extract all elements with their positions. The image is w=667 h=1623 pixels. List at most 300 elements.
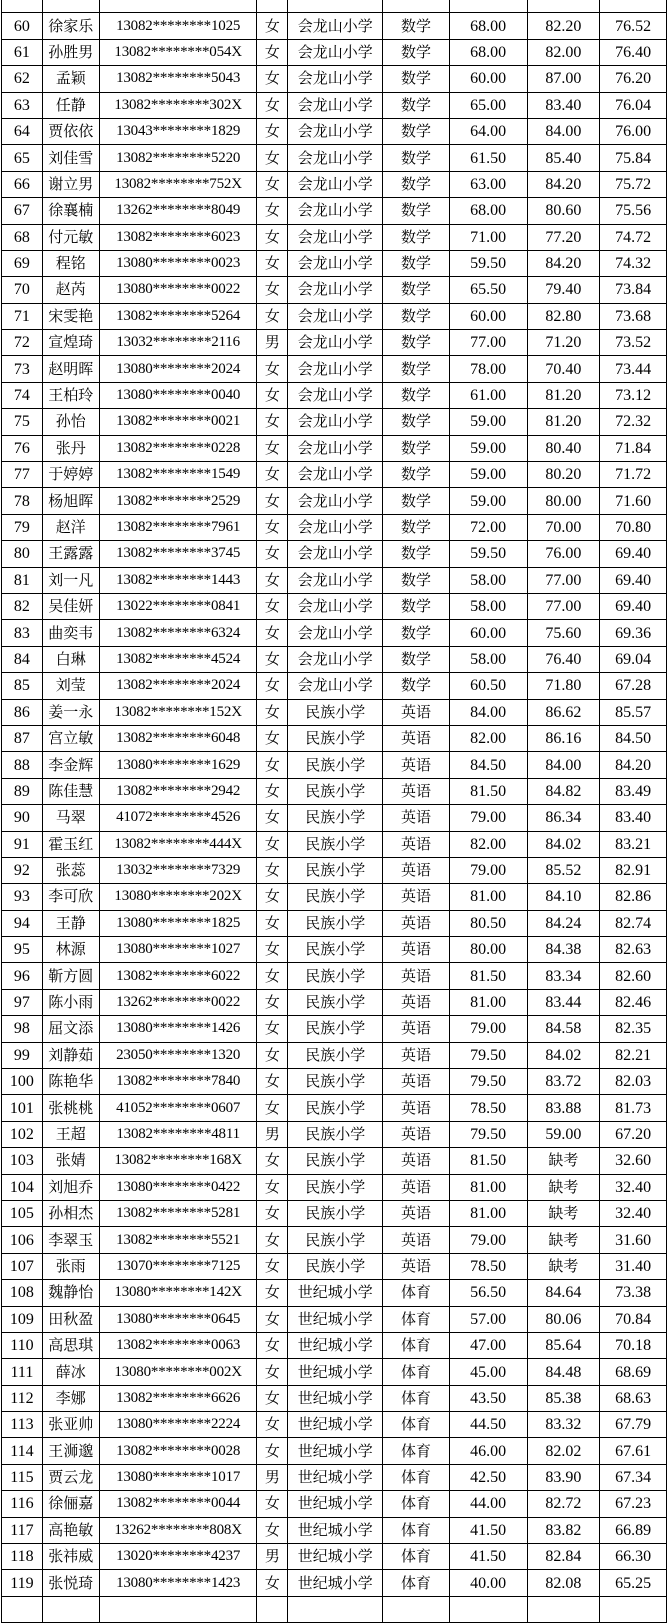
table-row: [2, 1280, 667, 1306]
cell-gender: 女: [257, 805, 288, 831]
cell-interview-score: 59.00: [527, 1121, 600, 1147]
cell-written-score: 59.00: [449, 409, 527, 435]
cell-total-score: 73.44: [600, 356, 667, 382]
cell-interview-score: 83.32: [527, 1412, 600, 1438]
cell-interview-score: 75.60: [527, 620, 600, 646]
cell-interview-score: 84.00: [527, 118, 600, 144]
cell-written-score: 81.50: [449, 778, 527, 804]
cell-written-score: 81.50: [449, 1148, 527, 1174]
cell-total-score: 67.20: [600, 1121, 667, 1147]
cell-id-number: 13082********6022: [99, 963, 257, 989]
cell-school: 民族小学: [288, 910, 383, 936]
cell-interview-score: 83.72: [527, 1069, 600, 1095]
cell-total-score: 82.91: [600, 857, 667, 883]
cell-id-number: 13082********752X: [99, 171, 257, 197]
table-row: [2, 0, 667, 13]
cell-name: 徐家乐: [42, 13, 99, 39]
table-row: [2, 1491, 667, 1517]
table-row: [2, 1359, 667, 1385]
cell-total-score: 68.63: [600, 1385, 667, 1411]
table-row: [2, 831, 667, 857]
cell-written-score: [449, 1596, 527, 1622]
cell-name: 杨旭晖: [42, 488, 99, 514]
cell-gender: 女: [257, 778, 288, 804]
cell-total-score: 84.20: [600, 752, 667, 778]
cell-subject: 英语: [383, 1069, 450, 1095]
cell-name: 张桃桃: [42, 1095, 99, 1121]
cell-total-score: 75.72: [600, 171, 667, 197]
cell-interview-score: 83.34: [527, 963, 600, 989]
cell-written-score: 68.00: [449, 39, 527, 65]
cell-subject: 数学: [383, 593, 450, 619]
cell-id-number: 13080********1629: [99, 752, 257, 778]
cell-seq-no: [2, 1596, 43, 1622]
cell-seq-no: 104: [2, 1174, 43, 1200]
cell-written-score: 78.50: [449, 1253, 527, 1279]
cell-gender: 女: [257, 1227, 288, 1253]
cell-seq-no: 96: [2, 963, 43, 989]
cell-seq-no: 93: [2, 884, 43, 910]
cell-gender: 女: [257, 277, 288, 303]
cell-interview-score: 76.40: [527, 646, 600, 672]
cell-id-number: 13082********7840: [99, 1069, 257, 1095]
cell-id-number: 13082********6048: [99, 725, 257, 751]
cell-school: 会龙山小学: [288, 250, 383, 276]
cell-total-score: 70.80: [600, 514, 667, 540]
cell-interview-score: 83.88: [527, 1095, 600, 1121]
cell-school: 民族小学: [288, 752, 383, 778]
cell-id-number: 13082********7961: [99, 514, 257, 540]
cell-interview-score: 86.16: [527, 725, 600, 751]
cell-school: 会龙山小学: [288, 593, 383, 619]
cell-interview-score: 84.02: [527, 1042, 600, 1068]
cell-total-score: 67.34: [600, 1464, 667, 1490]
cell-written-score: 72.00: [449, 514, 527, 540]
cell-name: 宣煌琦: [42, 330, 99, 356]
cell-gender: 女: [257, 1438, 288, 1464]
cell-total-score: 69.36: [600, 620, 667, 646]
cell-written-score: 64.00: [449, 118, 527, 144]
cell-id-number: 13080********2224: [99, 1412, 257, 1438]
cell-written-score: 43.50: [449, 1385, 527, 1411]
cell-written-score: 79.50: [449, 1069, 527, 1095]
table-row: [2, 171, 667, 197]
cell-subject: 英语: [383, 1227, 450, 1253]
cell-id-number: 41072********4526: [99, 805, 257, 831]
cell-subject: 英语: [383, 1174, 450, 1200]
cell-total-score: 76.40: [600, 39, 667, 65]
cell-school: 民族小学: [288, 1253, 383, 1279]
cell-total-score: 68.69: [600, 1359, 667, 1385]
cell-seq-no: 101: [2, 1095, 43, 1121]
cell-seq-no: 65: [2, 145, 43, 171]
cell-id-number: 13082********4811: [99, 1121, 257, 1147]
cell-seq-no: 62: [2, 66, 43, 92]
cell-id-number: 13043********1829: [99, 118, 257, 144]
cell-school: 民族小学: [288, 1121, 383, 1147]
table-row: [2, 620, 667, 646]
cell-seq-no: 98: [2, 1016, 43, 1042]
cell-gender: 女: [257, 1016, 288, 1042]
cell-name: 张祎威: [42, 1544, 99, 1570]
cell-written-score: 59.50: [449, 541, 527, 567]
cell-name: 孙怡: [42, 409, 99, 435]
cell-seq-no: 97: [2, 989, 43, 1015]
cell-subject: [383, 1596, 450, 1622]
cell-id-number: 13082********168X: [99, 1148, 257, 1174]
cell-subject: 数学: [383, 198, 450, 224]
cell-written-score: 79.00: [449, 857, 527, 883]
cell-total-score: 67.61: [600, 1438, 667, 1464]
cell-written-score: 59.50: [449, 250, 527, 276]
cell-subject: 英语: [383, 1121, 450, 1147]
cell-total-score: 74.72: [600, 224, 667, 250]
cell-name: 王静: [42, 910, 99, 936]
cell-gender: 女: [257, 857, 288, 883]
cell-interview-score: 77.00: [527, 567, 600, 593]
cell-school: 会龙山小学: [288, 514, 383, 540]
cell-school: 会龙山小学: [288, 382, 383, 408]
cell-id-number: 13082********5521: [99, 1227, 257, 1253]
cell-gender: 女: [257, 1280, 288, 1306]
cell-written-score: 77.00: [449, 330, 527, 356]
cell-name: 孟颖: [42, 66, 99, 92]
cell-interview-score: 71.80: [527, 673, 600, 699]
cell-school: 世纪城小学: [288, 1306, 383, 1332]
cell-id-number: [99, 0, 257, 13]
cell-name: 张悦琦: [42, 1570, 99, 1596]
cell-id-number: 13262********8049: [99, 198, 257, 224]
cell-seq-no: 116: [2, 1491, 43, 1517]
cell-subject: 英语: [383, 805, 450, 831]
cell-seq-no: 112: [2, 1385, 43, 1411]
cell-total-score: 82.35: [600, 1016, 667, 1042]
cell-written-score: 60.50: [449, 673, 527, 699]
cell-total-score: 73.52: [600, 330, 667, 356]
cell-name: 李可欣: [42, 884, 99, 910]
cell-seq-no: 89: [2, 778, 43, 804]
cell-gender: 女: [257, 462, 288, 488]
cell-id-number: 13082********054X: [99, 39, 257, 65]
cell-interview-score: 84.00: [527, 752, 600, 778]
cell-interview-score: 77.20: [527, 224, 600, 250]
cell-school: 会龙山小学: [288, 646, 383, 672]
cell-gender: 女: [257, 1253, 288, 1279]
cell-subject: 英语: [383, 884, 450, 910]
cell-seq-no: 68: [2, 224, 43, 250]
cell-name: 程铭: [42, 250, 99, 276]
cell-name: 赵芮: [42, 277, 99, 303]
cell-subject: 数学: [383, 13, 450, 39]
cell-id-number: 13082********1025: [99, 13, 257, 39]
cell-written-score: 58.00: [449, 567, 527, 593]
cell-gender: 女: [257, 593, 288, 619]
cell-interview-score: 80.20: [527, 462, 600, 488]
cell-id-number: 13082********5043: [99, 66, 257, 92]
cell-gender: 女: [257, 92, 288, 118]
table-row: [2, 1438, 667, 1464]
cell-name: 屈文添: [42, 1016, 99, 1042]
cell-id-number: 13020********4237: [99, 1544, 257, 1570]
cell-total-score: [600, 1596, 667, 1622]
cell-seq-no: 78: [2, 488, 43, 514]
cell-name: 霍玉红: [42, 831, 99, 857]
table-row: [2, 1121, 667, 1147]
cell-gender: 女: [257, 1042, 288, 1068]
cell-name: 陈小雨: [42, 989, 99, 1015]
cell-gender: 女: [257, 541, 288, 567]
cell-subject: 体育: [383, 1570, 450, 1596]
cell-name: 姜一永: [42, 699, 99, 725]
cell-seq-no: 71: [2, 303, 43, 329]
cell-seq-no: 63: [2, 92, 43, 118]
cell-seq-no: 60: [2, 13, 43, 39]
cell-seq-no: 90: [2, 805, 43, 831]
cell-interview-score: 84.02: [527, 831, 600, 857]
cell-subject: 体育: [383, 1280, 450, 1306]
cell-subject: 体育: [383, 1306, 450, 1332]
cell-written-score: 68.00: [449, 13, 527, 39]
cell-gender: 女: [257, 1148, 288, 1174]
cell-subject: 英语: [383, 1253, 450, 1279]
cell-written-score: 46.00: [449, 1438, 527, 1464]
cell-subject: 数学: [383, 356, 450, 382]
cell-name: 吴佳妍: [42, 593, 99, 619]
cell-written-score: 40.00: [449, 1570, 527, 1596]
cell-interview-score: 82.84: [527, 1544, 600, 1570]
cell-seq-no: 108: [2, 1280, 43, 1306]
cell-written-score: 61.00: [449, 382, 527, 408]
cell-written-score: 58.00: [449, 593, 527, 619]
cell-gender: 女: [257, 620, 288, 646]
cell-total-score: 82.60: [600, 963, 667, 989]
cell-seq-no: 61: [2, 39, 43, 65]
cell-name: 李娜: [42, 1385, 99, 1411]
cell-interview-score: 70.00: [527, 514, 600, 540]
cell-total-score: 82.03: [600, 1069, 667, 1095]
cell-id-number: 13080********1027: [99, 937, 257, 963]
cell-school: 会龙山小学: [288, 673, 383, 699]
cell-gender: 女: [257, 1491, 288, 1517]
cell-total-score: 76.52: [600, 13, 667, 39]
cell-subject: 体育: [383, 1464, 450, 1490]
table-row: [2, 488, 667, 514]
cell-name: 张雨: [42, 1253, 99, 1279]
cell-interview-score: 85.52: [527, 857, 600, 883]
cell-total-score: 76.04: [600, 92, 667, 118]
cell-subject: 数学: [383, 303, 450, 329]
cell-id-number: 13082********2529: [99, 488, 257, 514]
cell-seq-no: 64: [2, 118, 43, 144]
table-row: [2, 303, 667, 329]
cell-id-number: 13032********2116: [99, 330, 257, 356]
cell-subject: 数学: [383, 435, 450, 461]
cell-gender: 女: [257, 145, 288, 171]
cell-interview-score: [527, 0, 600, 13]
cell-id-number: 13082********0228: [99, 435, 257, 461]
cell-interview-score: 77.00: [527, 593, 600, 619]
cell-id-number: 13082********2942: [99, 778, 257, 804]
cell-school: 民族小学: [288, 963, 383, 989]
cell-subject: 体育: [383, 1491, 450, 1517]
table-row: [2, 118, 667, 144]
cell-written-score: 81.00: [449, 1174, 527, 1200]
cell-gender: 男: [257, 330, 288, 356]
cell-subject: 数学: [383, 541, 450, 567]
cell-school: 会龙山小学: [288, 198, 383, 224]
cell-seq-no: 76: [2, 435, 43, 461]
cell-id-number: 13080********1017: [99, 1464, 257, 1490]
cell-gender: 女: [257, 831, 288, 857]
cell-total-score: 73.68: [600, 303, 667, 329]
cell-written-score: 59.00: [449, 462, 527, 488]
cell-interview-score: 83.44: [527, 989, 600, 1015]
cell-name: 孙相杰: [42, 1200, 99, 1226]
cell-total-score: 71.84: [600, 435, 667, 461]
cell-gender: 女: [257, 752, 288, 778]
cell-interview-score: 82.72: [527, 1491, 600, 1517]
cell-name: 李翠玉: [42, 1227, 99, 1253]
cell-id-number: 13082********152X: [99, 699, 257, 725]
table-row: [2, 1174, 667, 1200]
cell-id-number: 13070********7125: [99, 1253, 257, 1279]
cell-name: 于婷婷: [42, 462, 99, 488]
cell-interview-score: 82.00: [527, 39, 600, 65]
cell-seq-no: 117: [2, 1517, 43, 1543]
table-row: [2, 1306, 667, 1332]
cell-id-number: 13080********142X: [99, 1280, 257, 1306]
cell-name: 刘旭乔: [42, 1174, 99, 1200]
cell-seq-no: 66: [2, 171, 43, 197]
cell-interview-score: 85.38: [527, 1385, 600, 1411]
cell-written-score: 59.00: [449, 435, 527, 461]
cell-gender: 女: [257, 224, 288, 250]
table-row: [2, 857, 667, 883]
cell-seq-no: 77: [2, 462, 43, 488]
cell-total-score: 32.40: [600, 1200, 667, 1226]
cell-subject: 数学: [383, 39, 450, 65]
cell-id-number: 13082********5281: [99, 1200, 257, 1226]
score-table: [1, 0, 667, 1623]
cell-name: 谢立男: [42, 171, 99, 197]
cell-name: 徐襄楠: [42, 198, 99, 224]
cell-written-score: 61.50: [449, 145, 527, 171]
cell-interview-score: 缺考: [527, 1174, 600, 1200]
cell-seq-no: 85: [2, 673, 43, 699]
cell-id-number: 13082********1443: [99, 567, 257, 593]
table-row: [2, 1596, 667, 1622]
cell-school: 民族小学: [288, 725, 383, 751]
cell-id-number: 13080********1423: [99, 1570, 257, 1596]
cell-written-score: 82.00: [449, 725, 527, 751]
cell-written-score: 60.00: [449, 303, 527, 329]
table-row: [2, 224, 667, 250]
cell-interview-score: 82.08: [527, 1570, 600, 1596]
cell-school: 民族小学: [288, 1227, 383, 1253]
cell-written-score: 58.00: [449, 646, 527, 672]
cell-gender: 女: [257, 646, 288, 672]
cell-gender: 女: [257, 1332, 288, 1358]
cell-written-score: 45.00: [449, 1359, 527, 1385]
cell-school: 世纪城小学: [288, 1464, 383, 1490]
cell-subject: 体育: [383, 1438, 450, 1464]
cell-total-score: 69.04: [600, 646, 667, 672]
cell-id-number: [99, 1596, 257, 1622]
cell-name: 王超: [42, 1121, 99, 1147]
cell-total-score: [600, 0, 667, 13]
cell-gender: 女: [257, 303, 288, 329]
cell-subject: 英语: [383, 1042, 450, 1068]
cell-gender: 女: [257, 699, 288, 725]
table-row: [2, 937, 667, 963]
cell-total-score: 73.38: [600, 1280, 667, 1306]
cell-name: 王浉邈: [42, 1438, 99, 1464]
table-row: [2, 1517, 667, 1543]
cell-seq-no: 105: [2, 1200, 43, 1226]
cell-interview-score: 80.00: [527, 488, 600, 514]
table-row: [2, 1095, 667, 1121]
cell-gender: 男: [257, 1464, 288, 1490]
cell-name: 王柏玲: [42, 382, 99, 408]
cell-interview-score: 80.60: [527, 198, 600, 224]
cell-seq-no: 75: [2, 409, 43, 435]
cell-seq-no: 118: [2, 1544, 43, 1570]
cell-gender: 女: [257, 1517, 288, 1543]
cell-interview-score: 81.20: [527, 382, 600, 408]
cell-school: [288, 1596, 383, 1622]
cell-school: 会龙山小学: [288, 620, 383, 646]
cell-seq-no: 74: [2, 382, 43, 408]
cell-seq-no: 80: [2, 541, 43, 567]
cell-interview-score: 86.34: [527, 805, 600, 831]
cell-interview-score: 84.64: [527, 1280, 600, 1306]
cell-name: 靳方圆: [42, 963, 99, 989]
cell-seq-no: 70: [2, 277, 43, 303]
cell-written-score: 71.00: [449, 224, 527, 250]
cell-subject: 体育: [383, 1332, 450, 1358]
cell-total-score: 67.23: [600, 1491, 667, 1517]
cell-seq-no: 72: [2, 330, 43, 356]
cell-subject: 英语: [383, 1095, 450, 1121]
cell-name: 陈艳华: [42, 1069, 99, 1095]
cell-seq-no: 79: [2, 514, 43, 540]
table-row: [2, 725, 667, 751]
cell-seq-no: 99: [2, 1042, 43, 1068]
cell-name: 陈佳慧: [42, 778, 99, 804]
cell-total-score: 83.40: [600, 805, 667, 831]
table-row: [2, 673, 667, 699]
cell-gender: 女: [257, 118, 288, 144]
cell-seq-no: 114: [2, 1438, 43, 1464]
table-row: [2, 1570, 667, 1596]
table-row: [2, 567, 667, 593]
cell-interview-score: 71.20: [527, 330, 600, 356]
cell-id-number: 13082********1549: [99, 462, 257, 488]
cell-seq-no: 111: [2, 1359, 43, 1385]
cell-seq-no: 87: [2, 725, 43, 751]
cell-id-number: 13082********0028: [99, 1438, 257, 1464]
table-row: [2, 356, 667, 382]
cell-interview-score: 70.40: [527, 356, 600, 382]
cell-total-score: 69.40: [600, 567, 667, 593]
cell-school: 会龙山小学: [288, 303, 383, 329]
cell-total-score: 32.60: [600, 1148, 667, 1174]
cell-gender: 女: [257, 673, 288, 699]
cell-subject: 数学: [383, 250, 450, 276]
cell-written-score: 78.00: [449, 356, 527, 382]
table-row: [2, 250, 667, 276]
cell-name: 李金辉: [42, 752, 99, 778]
